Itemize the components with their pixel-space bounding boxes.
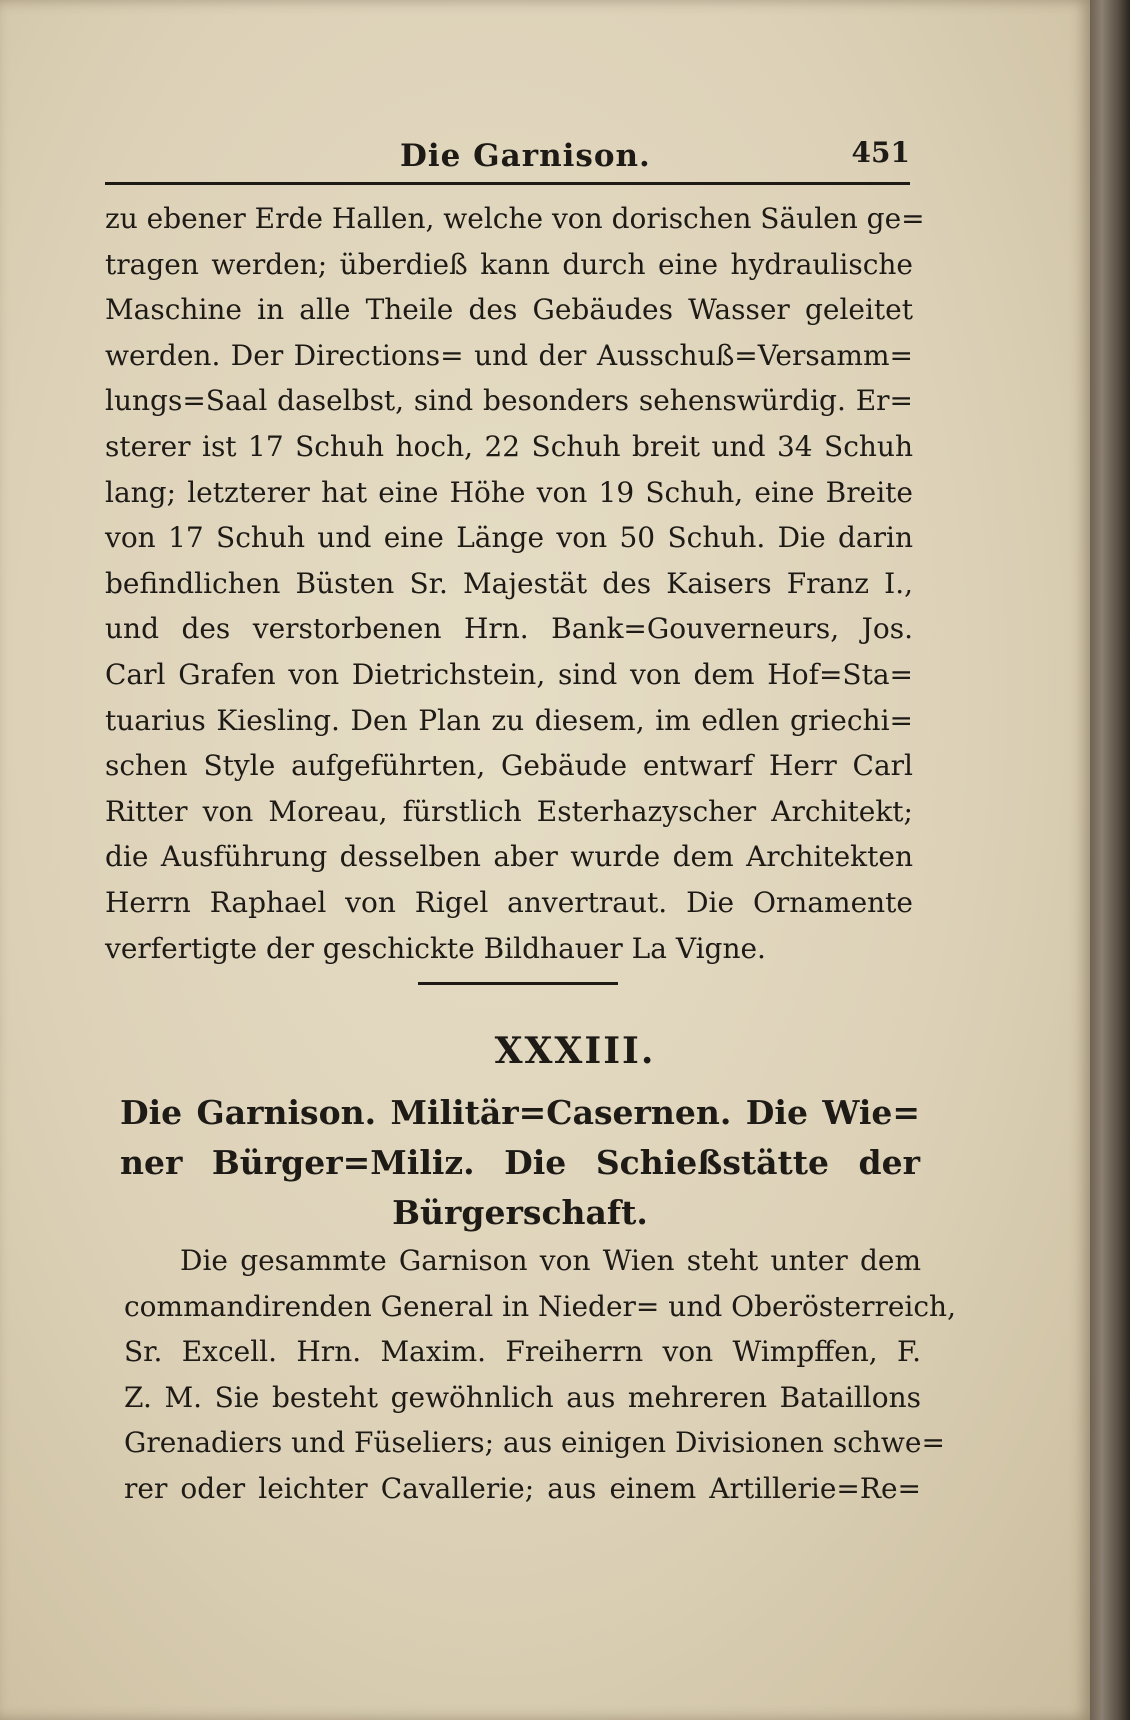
text-line: Herrn Raphael von Rigel anvertraut. Die Ornamente (105, 885, 913, 919)
page-header (105, 132, 910, 185)
text-line: befindlichen Büsten Sr. Majestät des Kaisers Franz I., (105, 566, 913, 600)
text-line: Ritter von Moreau, fürstlich Esterhazyscher Architekt; (105, 794, 913, 828)
text-line: rer oder leichter Cavallerie; aus einem Artillerie=Re= (124, 1471, 921, 1505)
text-line: und des verstorbenen Hrn. Bank=Gouverneurs, Jos. (105, 612, 913, 646)
chapter-number: XXXIII. (494, 1030, 656, 1072)
text-line: Sr. Excell. Hrn. Maxim. Freiherrn von Wimpffen, F. (124, 1335, 921, 1369)
text-line: tuarius Kiesling. Den Plan zu diesem, im edlen griechi= (105, 703, 913, 737)
heading-line: Bürgerschaft. (392, 1193, 648, 1232)
text-line: Z. M. Sie besteht gewöhnlich aus mehreren Bataillons (124, 1380, 921, 1414)
text-line: werden. Der Directions= und der Ausschuß=Versamm= (105, 338, 913, 372)
paragraph-chapter-start (124, 1238, 956, 1512)
text-line: zu ebener Erde Hallen, welche von dorischen Säulen ge= (105, 202, 925, 235)
page-edge (1090, 0, 1130, 1720)
text-line: lungs=Saal daselbst, sind besonders sehenswürdig. Er= (105, 384, 913, 418)
text-line: lang; letzterer hat eine Höhe von 19 Schuh, eine Breite (105, 475, 913, 509)
text-line: sterer ist 17 Schuh hoch, 22 Schuh breit und 34 Schuh (105, 429, 913, 463)
text-line: schen Style aufgeführten, Gebäude entwarf Herr Carl (105, 749, 913, 783)
text-line: Carl Grafen von Dietrichstein, sind von dem Hof=Sta= (105, 657, 913, 691)
heading-line: ner Bürger=Miliz. Die Schießstätte der (120, 1143, 920, 1182)
heading-line: Die Garnison. Militär=Casernen. Die Wie= (120, 1093, 920, 1132)
text-line: Grenadiers und Füseliers; aus einigen Divisionen schwe= (124, 1426, 945, 1460)
section-separator (418, 982, 618, 985)
text-line: verfertigte der geschickte Bildhauer La Vigne. (105, 931, 766, 965)
text-line: Die gesammte Garnison von Wien steht unter dem (180, 1244, 921, 1277)
text-line: Maschine in alle Theile des Gebäudes Wasser geleitet (105, 293, 913, 327)
text-line: die Ausführung desselben aber wurde dem Architekten (105, 840, 913, 874)
chapter-heading (120, 1088, 920, 1238)
page-number: 451 (851, 136, 910, 169)
text-line: tragen werden; überdieß kann durch eine hydraulische (105, 247, 913, 281)
text-line: commandirenden General in Nieder= und Oberösterreich, (124, 1289, 956, 1323)
paragraph-continued (105, 196, 925, 971)
text-line: von 17 Schuh und eine Länge von 50 Schuh. Die darin (105, 521, 913, 555)
running-title: Die Garnison. (400, 138, 651, 174)
